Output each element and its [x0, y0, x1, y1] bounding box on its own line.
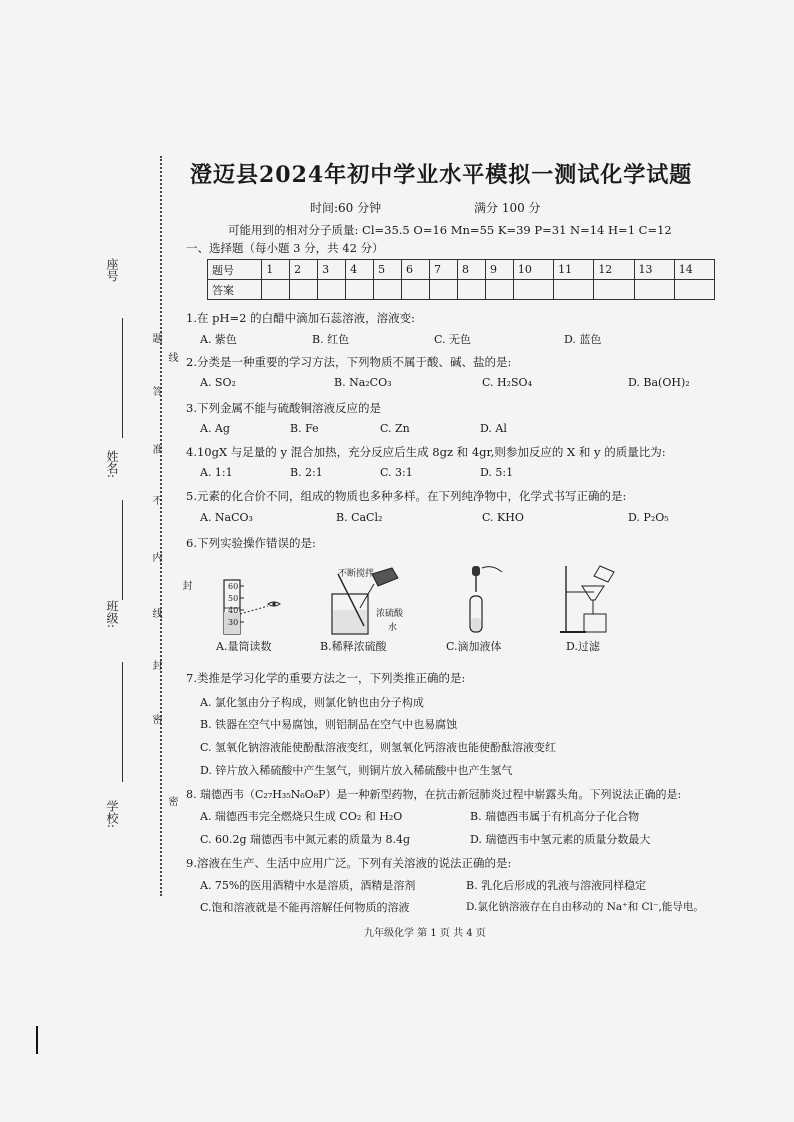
- question-8-option-c: C. 60.2g 瑞德西韦中氮元素的质量为 8.4g: [200, 833, 411, 846]
- name-label: 姓名:: [105, 450, 119, 479]
- figure-c-caption: C.滴加液体: [446, 640, 502, 653]
- question-9-option-a: A. 75%的医用酒精中水是溶质，酒精是溶剂: [200, 879, 416, 892]
- answer-cell[interactable]: [346, 280, 374, 300]
- water-label: 水: [388, 623, 398, 633]
- answer-cell[interactable]: [554, 280, 594, 300]
- number-cell: 8: [457, 260, 485, 280]
- question-6-stem: 6.下列实验操作错误的是:: [186, 536, 316, 550]
- answer-cell[interactable]: [457, 280, 485, 300]
- question-1-option-d: D. 蓝色: [564, 333, 602, 346]
- figure-d-caption: D.过滤: [566, 640, 600, 653]
- number-cell: 10: [513, 260, 553, 280]
- number-cell: 3: [318, 260, 346, 280]
- question-4-option-a: A. 1:1: [200, 466, 233, 479]
- question-5-stem: 5.元素的化合价不同，组成的物质也多种多样。在下列纯净物中，化学式书写正确的是:: [186, 489, 627, 503]
- number-cell: 4: [346, 260, 374, 280]
- tick-label: 30: [228, 618, 239, 627]
- answer-cell[interactable]: [262, 280, 290, 300]
- question-2-option-d: D. Ba(OH)₂: [628, 376, 690, 389]
- answer-cell[interactable]: [634, 280, 674, 300]
- question-8-option-a: A. 瑞德西韦完全燃烧只生成 CO₂ 和 H₂O: [200, 810, 403, 823]
- number-cell: 5: [374, 260, 402, 280]
- seal-char: 不: [150, 495, 161, 505]
- question-7-option-b: B. 铁器在空气中易腐蚀，则铝制品在空气中也易腐蚀: [200, 718, 458, 731]
- class-line: [122, 662, 123, 782]
- question-3-option-d: D. Al: [480, 422, 507, 435]
- question-1-option-c: C. 无色: [434, 333, 472, 346]
- number-cell: 13: [634, 260, 674, 280]
- question-1-option-b: B. 红色: [312, 333, 350, 346]
- question-9-option-d: D.氯化钠溶液存在自由移动的 Na⁺和 Cl⁻,能导电。: [466, 901, 704, 913]
- section-heading: 一、选择题（每小题 3 分，共 42 分）: [186, 241, 384, 255]
- question-3-option-a: A. Ag: [200, 422, 230, 435]
- answer-cell[interactable]: [485, 280, 513, 300]
- question-2-option-a: A. SO₂: [200, 376, 236, 389]
- seal-char: 线: [150, 608, 161, 618]
- acid-label: 浓硫酸: [376, 609, 404, 619]
- exam-time: 时间:60 分钟: [310, 201, 382, 215]
- question-2-option-b: B. Na₂CO₃: [334, 376, 392, 389]
- question-3-stem: 3.下列金属不能与硫酸铜溶液反应的是: [186, 401, 381, 415]
- question-7-option-a: A. 氯化氢由分子构成，则氯化钠也由分子构成: [200, 696, 424, 709]
- number-cell: 11: [554, 260, 594, 280]
- number-cell: 14: [674, 260, 714, 280]
- answer-cell[interactable]: [374, 280, 402, 300]
- answer-cell[interactable]: [290, 280, 318, 300]
- number-cell: 12: [594, 260, 634, 280]
- seal-char: 密: [166, 796, 177, 806]
- question-7-option-c: C. 氢氧化钠溶液能使酚酞溶液变红，则氢氧化钙溶液也能使酚酞溶液变红: [200, 741, 557, 754]
- table-row: [208, 280, 715, 300]
- question-4-option-b: B. 2:1: [290, 466, 323, 479]
- question-3-option-c: C. Zn: [380, 422, 410, 435]
- question-4-stem: 4.10gX 与足量的 y 混合加热，充分反应后生成 8gz 和 4gr,则参加反应的 X 和 y 的质量比为:: [186, 445, 666, 459]
- answer-cell[interactable]: [430, 280, 458, 300]
- seal-char: 线: [166, 352, 177, 362]
- number-cell: 2: [290, 260, 318, 280]
- question-9-option-c: C.饱和溶液就是不能再溶解任何物质的溶液: [200, 901, 410, 914]
- seal-char: 准: [150, 444, 161, 454]
- tick-label: 50: [228, 594, 239, 603]
- question-9-option-b: B. 乳化后形成的乳液与溶液同样稳定: [466, 879, 647, 892]
- school-label: 学校:: [105, 800, 119, 829]
- question-2-option-c: C. H₂SO₄: [482, 376, 532, 389]
- question-1-option-a: A. 紫色: [200, 333, 237, 346]
- number-cell: 1: [262, 260, 290, 280]
- seal-char: 内: [150, 552, 161, 562]
- name-line: [122, 500, 123, 600]
- question-5-option-a: A. NaCO₃: [200, 511, 253, 524]
- page-footer: 九年级化学 第 1 页 共 4 页: [364, 928, 486, 939]
- figure-b-caption: B.稀释浓硫酸: [320, 640, 387, 653]
- question-8-option-d: D. 瑞德西韦中氢元素的质量分数最大: [470, 833, 651, 846]
- row-answer-cell: 答案: [208, 280, 262, 300]
- question-5-option-d: D. P₂O₅: [628, 511, 669, 524]
- question-8-option-b: B. 瑞德西韦属于有机高分子化合物: [470, 810, 640, 823]
- answer-cell[interactable]: [594, 280, 634, 300]
- seal-char: 密: [150, 714, 161, 724]
- seal-char: 封: [150, 660, 161, 670]
- question-4-option-d: D. 5:1: [480, 466, 514, 479]
- answer-table: [207, 259, 715, 300]
- seat-number-label: 座号: [105, 258, 119, 282]
- atomic-masses: 可能用到的相对分子质量: Cl=35.5 O=16 Mn=55 K=39 P=31 N=14 H=1 C=12: [228, 223, 672, 237]
- table-row: [208, 260, 715, 280]
- number-cell: 7: [430, 260, 458, 280]
- question-5-option-c: C. KHO: [482, 511, 524, 524]
- number-cell: 6: [402, 260, 430, 280]
- exam-title: 澄迈县2024年初中学业水平模拟一测试化学试题: [190, 162, 693, 188]
- seal-char: 答: [150, 386, 161, 396]
- class-label: 班级:: [105, 600, 119, 629]
- tick-label: 40: [228, 606, 239, 615]
- answer-cell[interactable]: [674, 280, 714, 300]
- stir-label: 不断搅拌: [338, 569, 375, 579]
- question-7-option-d: D. 锌片放入稀硫酸中产生氢气，则铜片放入稀硫酸中也产生氢气: [200, 764, 513, 777]
- number-cell: 9: [485, 260, 513, 280]
- seal-char: 题: [150, 333, 161, 343]
- question-3-option-b: B. Fe: [290, 422, 319, 435]
- question-9-stem: 9.溶液在生产、生活中应用广泛。下列有关溶液的说法正确的是:: [186, 856, 512, 870]
- question-7-stem: 7.类推是学习化学的重要方法之一，下列类推正确的是:: [186, 671, 466, 685]
- seal-dotted-line: [160, 156, 162, 896]
- tick-label: 60: [228, 582, 239, 591]
- row-header-cell: 题号: [208, 260, 262, 280]
- filtration-figure: [556, 562, 626, 638]
- scan-mark: [36, 1026, 38, 1054]
- answer-cell[interactable]: [318, 280, 346, 300]
- question-2-stem: 2.分类是一种重要的学习方法，下列物质不属于酸、碱、盐的是:: [186, 355, 512, 369]
- exam-score: 满分 100 分: [474, 201, 541, 215]
- question-8-stem: 8. 瑞德西韦（C₂₇H₃₅N₆O₈P）是一种新型药物，在抗击新冠肺炎过程中崭露头角。下列说法正确的是:: [186, 788, 682, 801]
- question-5-option-b: B. CaCl₂: [336, 511, 383, 524]
- figure-a-caption: A.量筒读数: [216, 640, 272, 653]
- seat-line: [122, 318, 123, 438]
- question-4-option-c: C. 3:1: [380, 466, 413, 479]
- dropping-liquid-figure: [458, 562, 518, 638]
- answer-cell[interactable]: [513, 280, 553, 300]
- answer-cell[interactable]: [402, 280, 430, 300]
- question-1-stem: 1.在 pH=2 的白醋中滴加石蕊溶液，溶液变:: [186, 311, 415, 325]
- seal-char: 封: [180, 580, 191, 590]
